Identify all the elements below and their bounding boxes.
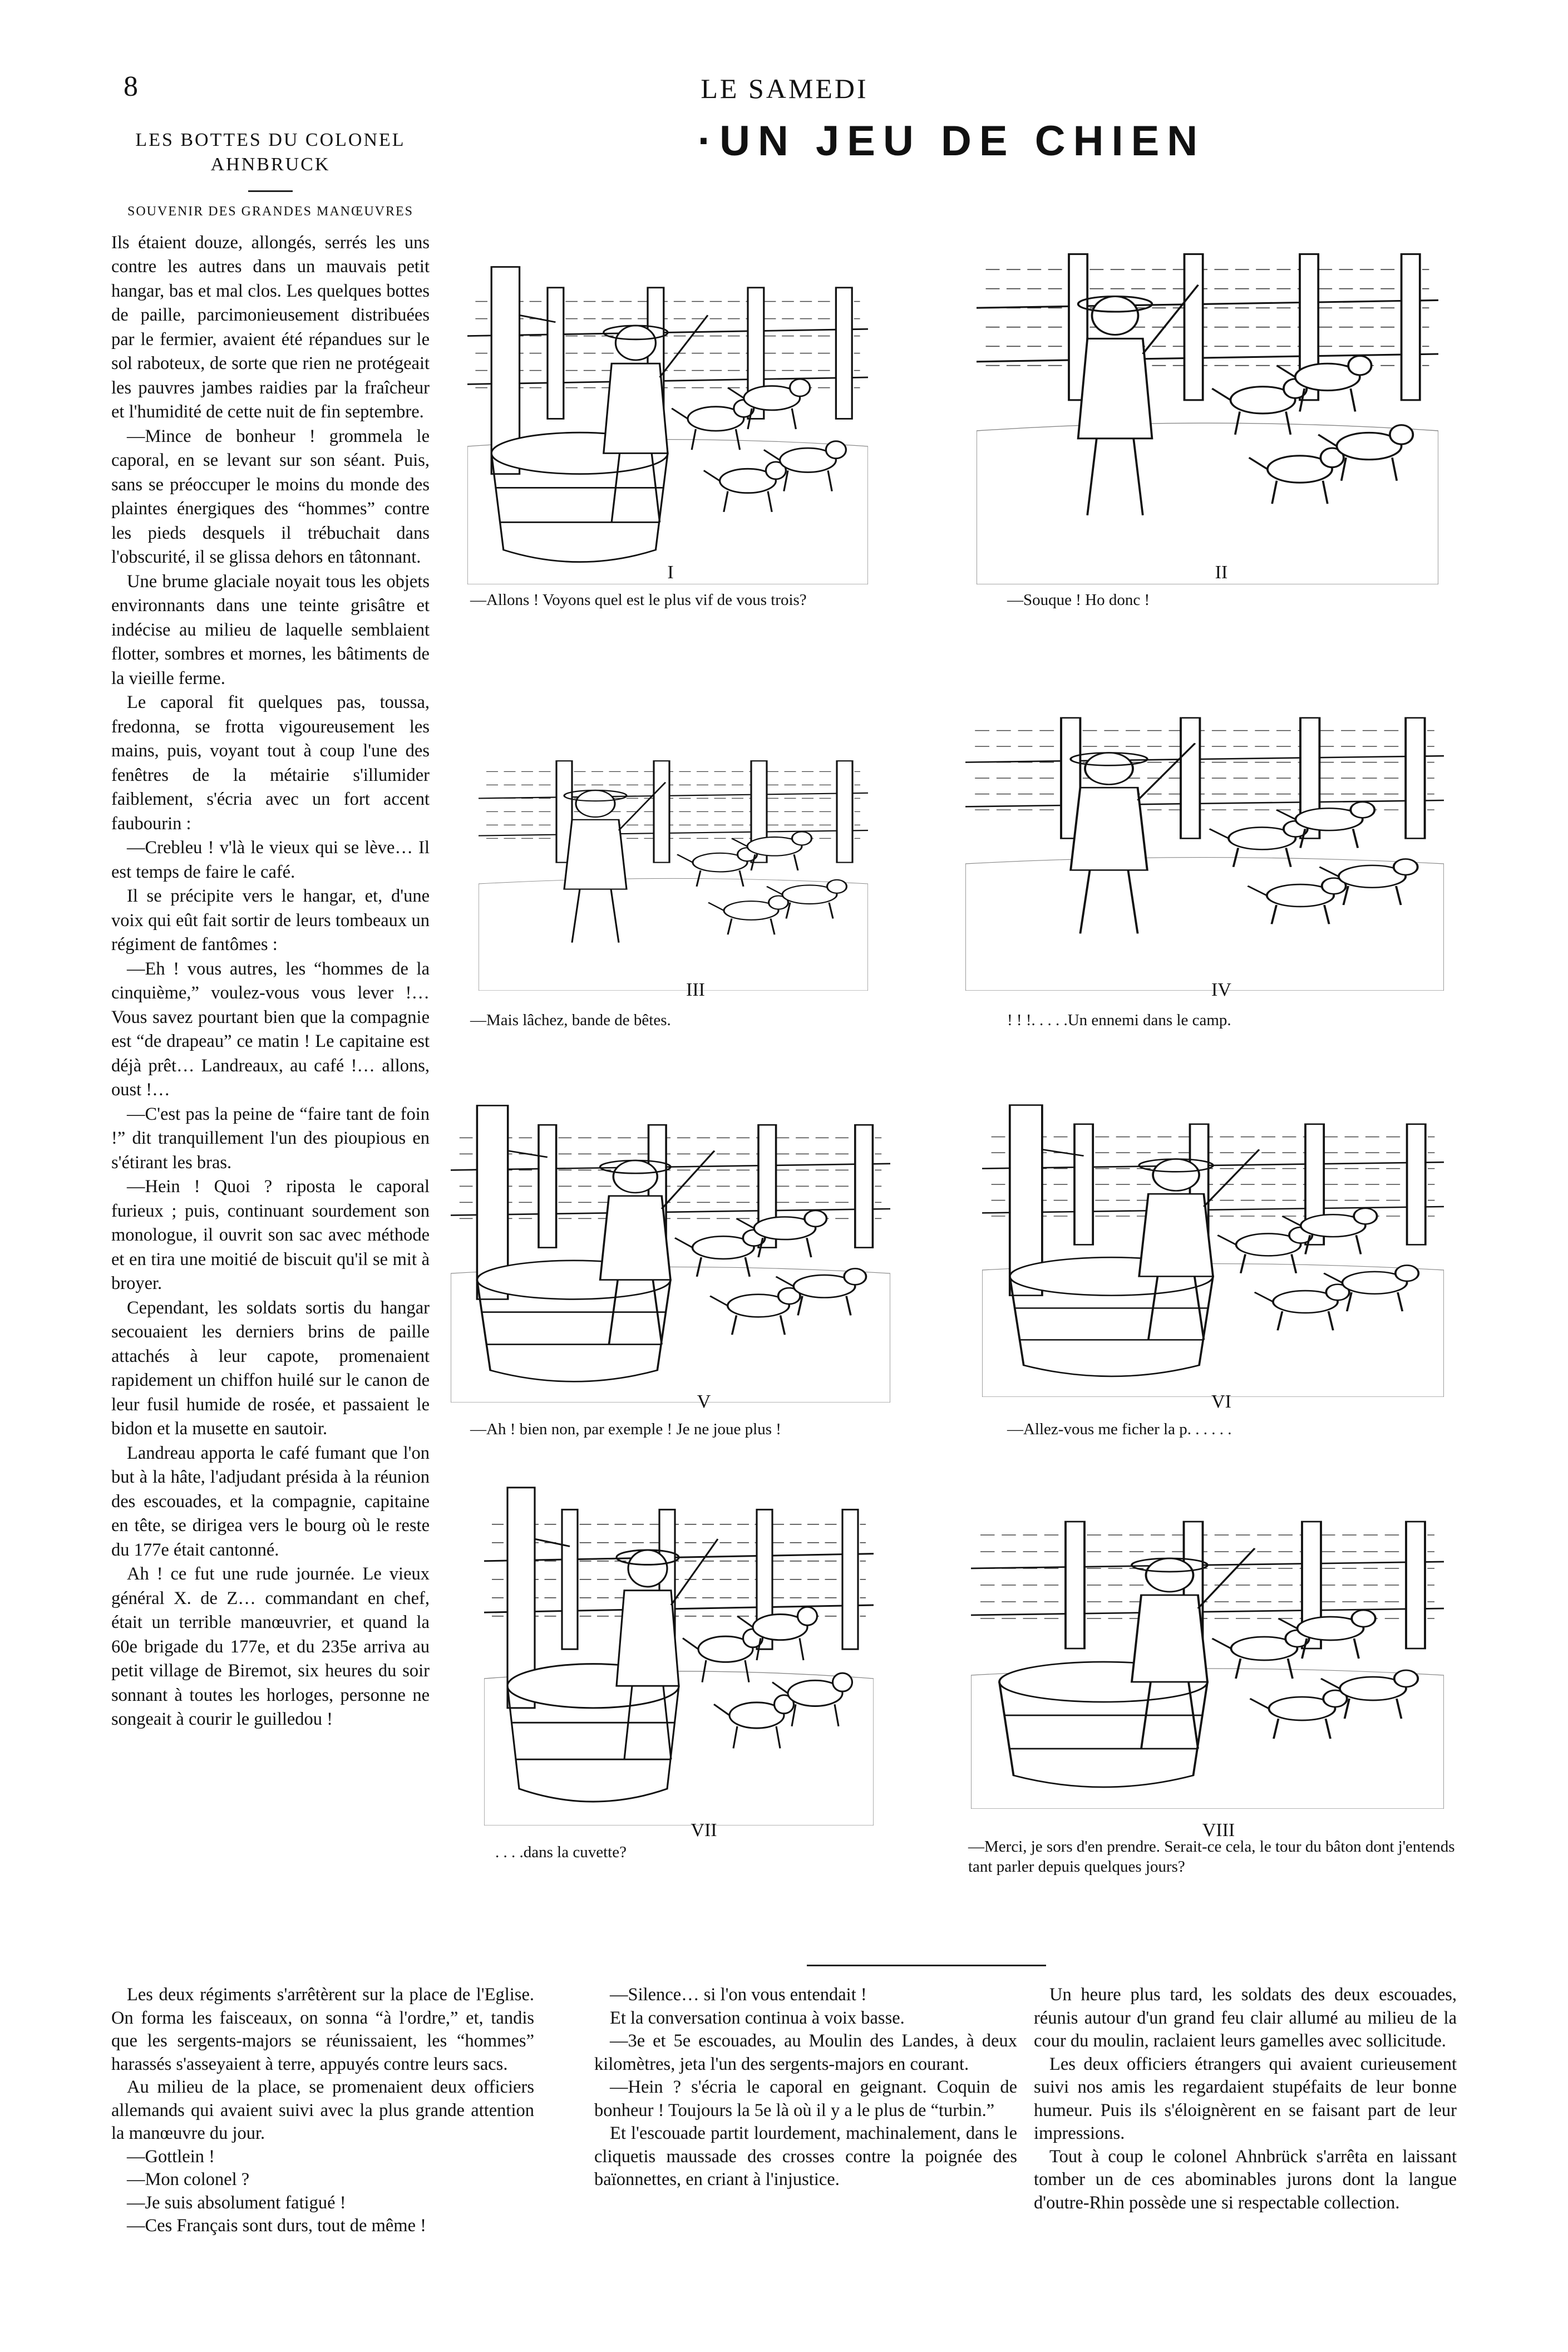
paragraph: Cependant, les soldats sortis du hangar secouaient les derniers brins de paille attachés à leur capote, promenaient rapidement un chiffon huilé sur le canon de leur fusil humide de rosée, et passaient le bidon et la musette en sautoir.: [111, 1297, 430, 1439]
paragraph: Et l'escouade partit lourdement, machinalement, dans le cliquetis maussade des crosses contre la poignée des baïonnettes, en criant à l'injustice.: [594, 2123, 1017, 2189]
paragraph: —C'est pas la peine de “faire tant de foin !” dit tranquillement l'un des pioupious en s'étirant les bras.: [111, 1104, 430, 1173]
paragraph: Au milieu de la place, se promenaient deux officiers allemands qui avaient suivi avec la plus grande attention la manœuvre du jour.: [111, 2077, 534, 2143]
panel-caption: —Merci, je sors d'en prendre. Serait-ce cela, le tour du bâton dont j'entends tant parler depuis quelques jours?: [968, 1838, 1455, 1876]
story-bottom-col-2: [594, 1984, 1017, 2192]
panel-number: I: [667, 562, 674, 583]
paragraph: —Eh ! vous autres, les “hommes de la cinquième,” voulez-vous vous lever !…Vous savez pourtant bien que la compagnie est “de drapeau” ce matin ! Le capitaine est déjà prêt… Landreaux, au café !… allons, oust !…: [111, 958, 430, 1100]
paragraph: —Je suis absolument fatigué !: [127, 2192, 346, 2213]
story-bottom-col-3: [1034, 1984, 1457, 2215]
panel-caption: —Allez-vous me ficher la p. . . . . .: [1007, 1420, 1232, 1438]
paragraph: Ah ! ce fut une rude journée. Le vieux général X. de Z… commandant en chef, était un terrible manœuvrier, et quand la 60e brigade du 177e, et du 235e arriva au petit village de Biremot, six heures du soir sonnant à toutes les horloges, personne ne songeait à courir le guilledou !: [111, 1564, 430, 1729]
paragraph: Une brume glaciale noyait tous les objets environnants dans une teinte grisâtre et indécise au milieu de laquelle semblaient flotter, sombres et mornes, les bâtiments de la vieille ferme.: [111, 571, 430, 688]
comic-panel-4: [965, 673, 1444, 991]
story-title-line-1: LES BOTTES DU COLONEL: [135, 130, 406, 150]
paragraph: —Hein ? s'écria le caporal en geignant. Coquin de bonheur ! Toujours la 5e là où il y a le plus de “turbin.”: [594, 2077, 1017, 2120]
comic-panel-5: [451, 1080, 890, 1403]
panel-caption: —Allons ! Voyons quel est le plus vif de vous trois?: [470, 591, 807, 609]
paragraph: —3e et 5e escouades, au Moulin des Landes, à deux kilomètres, jeta l'un des sergents-majors en courant.: [594, 2031, 1017, 2074]
panel-caption: . . . .dans la cuvette?: [495, 1843, 627, 1861]
paragraph: —Ces Français sont durs, tout de même !: [127, 2216, 426, 2236]
panel-number: VII: [691, 1820, 717, 1841]
panel-number: IV: [1211, 980, 1231, 1000]
story-title: [111, 128, 430, 177]
paragraph: Les deux régiments s'arrêtèrent sur la place de l'Eglise. On forma les faisceaux, on sonna “à l'ordre,” et, tandis que les sergents-majors se réunissaient, les “hommes” harassés s'asseyaient à terre, appuyés contre leurs sacs.: [111, 1985, 534, 2074]
comic-panel-7: [484, 1458, 874, 1825]
story-column-left: [111, 128, 430, 1732]
story-bottom-col-1: [111, 1984, 534, 2238]
story-subtitle: SOUVENIR DES GRANDES MANŒUVRES: [127, 204, 414, 219]
comic-panel-3: [479, 724, 868, 991]
comic-panel-1: [467, 239, 868, 584]
comic-panel-2: [977, 200, 1438, 584]
panel-number: VIII: [1202, 1820, 1235, 1841]
journal-name: LE SAMEDI: [701, 73, 869, 104]
paragraph: Tout à coup le colonel Ahnbrück s'arrêta en laissant tomber un de ces abominables jurons dont la langue d'outre-Rhin possède une si respectable collection.: [1034, 2146, 1457, 2213]
paragraph: Landreau apporta le café fumant que l'on but à la hâte, l'adjudant présida à la réunion des escouades, et la compagnie, capitaine en tête, se dirigea vers le bourg où le reste du 177e était cantonné.: [111, 1443, 430, 1560]
paragraph: —Mince de bonheur ! grommela le caporal, en se levant sur son séant. Puis, sans se préoccuper le moins du monde des plaintes énergiques des “hommes” contre les pieds desquels il trébuchait dans l'obscurité, il se glissa dehors en tâtonnant.: [111, 426, 430, 567]
paragraph: —Crebleu ! v'là le vieux qui se lève… Il est temps de faire le café.: [111, 838, 430, 882]
panel-caption: —Souque ! Ho donc !: [1007, 591, 1150, 609]
story-title-line-2: AHNBRUCK: [210, 154, 331, 175]
paragraph: —Hein ! Quoi ? riposta le caporal furieux ; puis, continuant sourdement son monologue, il ouvrit son sac avec méthode et en tira une moitié de biscuit qu'il se mit à broyer.: [111, 1177, 430, 1293]
comic-title: ·UN JEU DE CHIEN: [697, 117, 1206, 165]
paragraph: Un heure plus tard, les soldats des deux escouades, réunis autour d'un grand feu clair allumé au milieu de la cour du moulin, raclaient leurs gamelles avec sollicitude.: [1034, 1985, 1457, 2051]
panel-caption: ! ! !. . . . .Un ennemi dans le camp.: [1007, 1011, 1231, 1029]
comic-panel-6: [982, 1080, 1444, 1397]
page-number: 8: [124, 71, 138, 102]
section-rule: [807, 1965, 1046, 1966]
panel-caption: —Mais lâchez, bande de bêtes.: [470, 1011, 671, 1029]
paragraph: Et la conversation continua à voix basse.: [610, 2007, 905, 2028]
panel-number: VI: [1211, 1391, 1231, 1412]
paragraph: Ils étaient douze, allongés, serrés les uns contre les autres dans un mauvais petit hangar, bas et mal clos. Les quelques bottes de paille, parcimonieusement distribuées par le fermier, avaient été répandues sur le sol raboteux, de sorte que rien ne protégeait les pauvres jambes raidies par la fraîcheur et l'humidité de cette nuit de fin septembre.: [111, 232, 430, 422]
panel-number: V: [697, 1391, 711, 1412]
paragraph: —Mon colonel ?: [127, 2169, 250, 2189]
panel-number: III: [686, 980, 705, 1000]
paragraph: Les deux officiers étrangers qui avaient curieusement suivi nos amis les regardaient stupéfaits de leur bonne humeur. Puis ils s'éloignèrent en se faisant part de leur impressions.: [1034, 2054, 1457, 2143]
paragraph: Le caporal fit quelques pas, toussa, fredonna, se frotta vigoureusement les mains, puis, voyant tout à coup l'une des fenêtres de la métairie s'illumider faiblement, s'écria avec un fort accent faubourin :: [111, 692, 430, 834]
paragraph: Il se précipite vers le hangar, et, d'une voix qui eût fait sortir de leurs tombeaux un régiment de fantômes :: [111, 886, 430, 954]
paragraph: —Silence… si l'on vous entendait !: [610, 1985, 867, 2005]
panel-caption: —Ah ! bien non, par exemple ! Je ne joue plus !: [470, 1420, 781, 1438]
panel-number: II: [1215, 562, 1228, 583]
paragraph: —Gottlein !: [127, 2146, 215, 2167]
comic-panel-8: [971, 1475, 1444, 1809]
title-rule: [248, 190, 293, 192]
